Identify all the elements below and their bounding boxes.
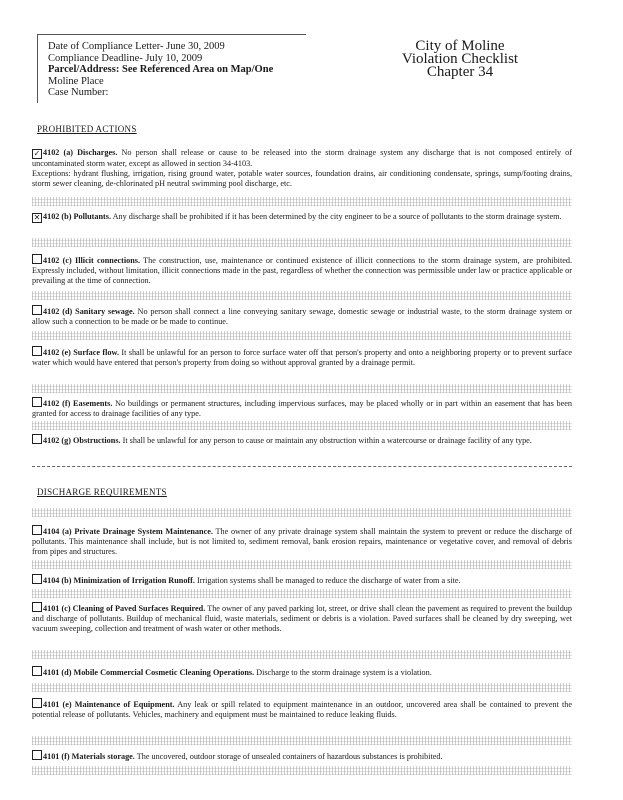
item-title: 4102 (d) Sanitary sewage. xyxy=(43,307,135,316)
compliance-letter-date: Date of Compliance Letter- June 30, 2009 xyxy=(48,41,225,52)
scan-noise-band xyxy=(32,421,572,430)
scan-noise-band xyxy=(32,736,572,745)
item-text: Discharge to the storm drainage system is a violation. xyxy=(254,668,432,677)
section-prohibited-actions: PROHIBITED ACTIONS xyxy=(37,124,137,134)
title-checklist: Violation Checklist xyxy=(401,51,519,67)
title-city: City of Moline xyxy=(415,38,505,54)
item-text: The uncovered, outdoor storage of unsealed containers of hazardous substances is prohibited. xyxy=(134,752,443,761)
violation-item-4102e xyxy=(32,346,572,368)
item-title: 4101 (c) Cleaning of Paved Surfaces Required. xyxy=(43,604,206,613)
checkbox-4102d[interactable] xyxy=(32,305,42,315)
scan-noise-band xyxy=(32,683,572,692)
checkbox-4101f[interactable] xyxy=(32,750,42,760)
item-text: No person shall connect a line conveying sanitary sewage, domestic sewage or industrial waste, to the storm drainage system or allow such a connection to be made or be made to continue. xyxy=(32,307,572,327)
item-title: 4102 (f) Easements. xyxy=(43,399,113,408)
checkbox-4101c[interactable] xyxy=(32,602,42,612)
parcel-address-line2: Moline Place xyxy=(48,75,104,87)
item-exceptions: Exceptions: hydrant flushing, irrigation, rising ground water, potable water sources, foundation drains, air conditioning condensate, springs, sump/footing drains, storm sewer cleaning, de-chlorinated pH neutral swimming pool discharge, etc. xyxy=(32,169,572,189)
checkbox-4102b[interactable]: ✕ xyxy=(33,213,41,222)
checkbox-4102a[interactable]: ✓ xyxy=(33,149,41,158)
checkbox-4104a[interactable] xyxy=(32,525,42,535)
item-title: 4104 (a) Private Drainage System Maintenance. xyxy=(43,527,213,536)
section-discharge-requirements: DISCHARGE REQUIREMENTS xyxy=(37,487,167,497)
violation-item-4102b xyxy=(32,212,572,223)
violation-item-4102d xyxy=(32,305,572,327)
scan-noise-band xyxy=(32,384,572,393)
item-text: It shall be unlawful for an person to force surface water off that person's property and onto a neighboring property or to prevent surface water which would have entered that person's property from doing so without approval granted by a drainage permit. xyxy=(32,348,572,368)
scan-noise-band xyxy=(32,650,572,659)
violation-item-4101c xyxy=(32,602,572,635)
parcel-address-line1: Parcel/Address: See Referenced Area on Map/One xyxy=(48,64,274,75)
violation-item-4101d xyxy=(32,666,572,678)
item-text: No person shall release or cause to be released into the storm drainage system any discharge that is not composed entirely of uncontaminated storm water, except as allowed in section 34-4103. xyxy=(32,148,573,168)
checkbox-4102e[interactable] xyxy=(32,346,42,356)
item-title: 4101 (e) Maintenance of Equipment. xyxy=(43,700,175,709)
case-number: Case Number: xyxy=(48,87,109,98)
violation-item-4102g xyxy=(32,434,572,446)
scan-noise-band xyxy=(32,331,572,340)
item-title: 4101 (f) Materials storage. xyxy=(43,752,135,761)
violation-item-4102f xyxy=(32,397,572,419)
item-title: 4102 (e) Surface flow. xyxy=(43,348,120,357)
checkbox-4101e[interactable] xyxy=(32,698,42,708)
scan-noise-band xyxy=(32,238,572,247)
item-text: It shall be unlawful for any person to cause or maintain any obstruction within a watercourse or drainage facility of any type. xyxy=(120,436,532,445)
scan-noise-band xyxy=(32,197,572,206)
item-title: 4102 (a) Discharges. xyxy=(43,148,118,157)
item-title: 4101 (d) Mobile Commercial Cosmetic Cleaning Operations. xyxy=(43,668,255,677)
item-text: The owner of any private drainage system shall maintain the system to prevent or reduce the discharge of pollutants. This maintenance shall include, but is not limited to, sediment removal, bank erosion repairs, maintenance or vegetative cover, and removal of debris from pipes and structures. xyxy=(32,527,572,557)
section-divider xyxy=(32,466,572,467)
document-title xyxy=(360,40,560,79)
checkbox-4102f[interactable] xyxy=(32,397,42,407)
item-text: Any leak or spill related to equipment maintenance in an outdoor, uncovered area shall be contained to prevent the potential release of pollutants. Vehicles, machinery and equipment must be maintained to reduce leaking fluids. xyxy=(32,700,572,720)
title-chapter: Chapter 34 xyxy=(426,64,494,80)
violation-item-4104a xyxy=(32,525,572,558)
item-text: Irrigation systems shall be managed to reduce the discharge of water from a site. xyxy=(194,576,461,585)
item-title: 4102 (b) Pollutants. xyxy=(43,212,112,221)
checkbox-4104b[interactable] xyxy=(32,574,42,584)
item-title: 4102 (g) Obstructions. xyxy=(43,436,121,445)
checkbox-4101d[interactable] xyxy=(32,666,42,676)
item-text: The owner of any paved parking lot, street, or drive shall clean the pavement as required to prevent the buildup and discharge of pollutants. Buildup of mechanical fluid, waste materials, sediment or debris is a violation. Paved surfaces shall be cleaned by dry sweeping, wet vacuum sweeping, collection and treatment of wash water or other methods. xyxy=(32,604,572,634)
scan-noise-band xyxy=(32,766,572,775)
item-text: Any discharge shall be prohibited if it has been determined by the city engineer to be a source of pollutants to the storm drainage system. xyxy=(111,212,562,221)
violation-item-4102a xyxy=(32,148,572,190)
item-title: 4104 (b) Minimization of Irrigation Runoff. xyxy=(43,576,195,585)
compliance-deadline: Compliance Deadline- July 10, 2009 xyxy=(48,52,203,64)
checkbox-4102c[interactable] xyxy=(32,254,42,264)
scan-noise-band xyxy=(32,291,572,300)
item-text: No buildings or permanent structures, including impervious surfaces, may be placed wholly or in part within an easement that has been granted for access to drainage facilities of any type. xyxy=(32,399,572,419)
item-text: The construction, use, maintenance or continued existence of illicit connections to the storm drainage system, are prohibited. Expressly included, without limitation, illicit connections made in the past, regardless of whether the connection was permissible under law or practice applicable or prevailing at the time of connection. xyxy=(32,256,572,286)
scan-noise-band xyxy=(32,589,572,598)
scan-noise-band xyxy=(32,508,572,517)
item-title: 4102 (c) Illicit connections. xyxy=(43,256,140,265)
compliance-info-box xyxy=(37,34,306,103)
violation-item-4101e xyxy=(32,698,572,720)
checkbox-4102g[interactable] xyxy=(32,434,42,444)
violation-item-4104b xyxy=(32,574,572,586)
violation-item-4102c xyxy=(32,254,572,287)
scan-noise-band xyxy=(32,560,572,569)
violation-item-4101f xyxy=(32,750,572,762)
